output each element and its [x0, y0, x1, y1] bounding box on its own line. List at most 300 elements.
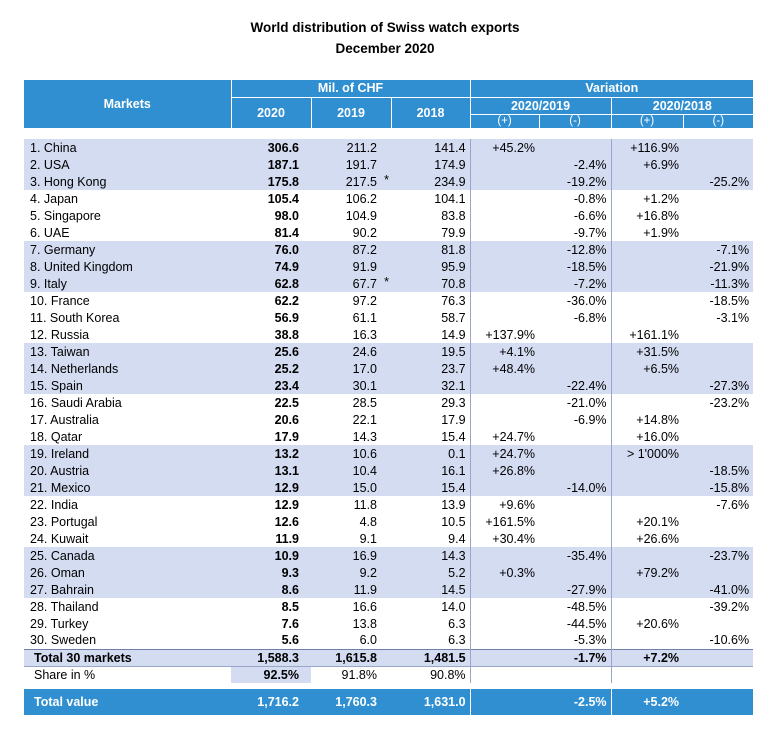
table-row	[24, 258, 753, 275]
market-name: 18. Qatar	[30, 429, 83, 444]
year-2020-header: 2020	[231, 97, 311, 128]
variation-plus-2018	[611, 462, 683, 479]
value-2019: 91.9	[311, 258, 391, 275]
value-2020: 105.4	[267, 191, 299, 206]
variation-plus-2019	[470, 258, 539, 275]
value-2020: 8.5	[281, 599, 299, 614]
total-30-m19: -1.7%	[539, 649, 611, 666]
variation-minus-2019	[539, 496, 611, 513]
value-2019: 16.9	[311, 547, 391, 564]
variation-minus-2018: -7.6%	[716, 497, 750, 512]
value-2019: 67.7 *	[311, 275, 391, 292]
period-2018-header: 2020/2018	[611, 97, 753, 114]
market-name: 19. Ireland	[24, 445, 231, 462]
market-name: 1. China	[24, 139, 231, 156]
variation-minus-2018	[683, 224, 753, 241]
variation-plus-2018: +6.9%	[611, 156, 683, 173]
variation-plus-2018: +1.9%	[611, 224, 683, 241]
value-2020: 20.6	[274, 412, 299, 427]
value-2018: 19.5	[391, 343, 470, 360]
value-2019: 9.2	[311, 564, 391, 581]
variation-minus-2018: -23.7%	[683, 547, 753, 564]
variation-minus-2018	[683, 411, 753, 428]
market-name: 10. France	[30, 293, 90, 308]
table-row	[24, 547, 753, 564]
value-2020: 23.4	[231, 377, 311, 394]
total-30-2020: 1,588.3	[231, 649, 311, 666]
variation-minus-2018: -3.1%	[716, 310, 750, 325]
variation-minus-2018	[683, 326, 753, 343]
value-2019: 16.6	[352, 599, 377, 614]
variation-minus-2019	[539, 564, 611, 581]
variation-minus-2019: -48.5%	[566, 599, 607, 614]
variation-plus-2018	[611, 241, 683, 258]
value-2020: 62.8	[231, 275, 311, 292]
value-2019: 90.2	[352, 225, 377, 240]
exports-table	[24, 80, 753, 715]
variation-minus-2019: -36.0%	[566, 293, 607, 308]
table-row	[24, 241, 753, 258]
variation-minus-2019	[539, 513, 611, 530]
variation-plus-2019	[470, 632, 539, 649]
value-2020: 11.9	[275, 531, 299, 546]
value-2019: 97.2	[352, 293, 377, 308]
variation-minus-2018: -11.3%	[683, 275, 753, 292]
table-row	[24, 462, 753, 479]
variation-minus-2019: -6.6%	[573, 208, 607, 223]
variation-minus-2018	[683, 343, 753, 360]
value-2018: 95.9	[391, 258, 470, 275]
market-name: 11. South Korea	[30, 310, 120, 325]
total-30-2019: 1,615.8	[311, 649, 391, 666]
variation-minus-2019	[539, 530, 611, 547]
total-value-p18: +5.2%	[611, 689, 683, 715]
variation-minus-2018: -25.2%	[683, 173, 753, 190]
variation-plus-2018	[611, 496, 683, 513]
variation-minus-2019	[539, 445, 611, 462]
year-2019-header: 2019	[311, 97, 391, 128]
variation-minus-2019: -44.5%	[566, 616, 607, 631]
variation-plus-2018: +6.5%	[611, 360, 683, 377]
variation-minus-2018: -10.6%	[709, 633, 750, 648]
value-2018: 29.3	[391, 394, 470, 411]
variation-minus-2019: -21.0%	[566, 395, 607, 410]
value-2018: 5.2	[391, 564, 470, 581]
value-2018: 32.1	[391, 377, 470, 394]
mil-chf-header: Mil. of CHF	[231, 80, 470, 97]
variation-plus-2019: +30.4%	[492, 531, 536, 546]
table-row	[24, 292, 753, 309]
variation-plus-2019	[470, 241, 539, 258]
variation-minus-2019: -35.4%	[539, 547, 611, 564]
total-30-m18	[683, 649, 753, 666]
value-2019: 9.1	[359, 531, 377, 546]
value-2020: 74.9	[231, 258, 311, 275]
total-value-m18	[683, 689, 753, 715]
value-2018: 14.9	[391, 326, 470, 343]
share-2018: 90.8%	[391, 666, 470, 683]
total-30-label: Total 30 markets	[24, 649, 231, 666]
plus-header-2018: (+)	[611, 114, 683, 128]
value-2019: 191.7	[311, 156, 391, 173]
variation-minus-2018	[683, 564, 753, 581]
variation-plus-2018: +16.0%	[611, 428, 683, 445]
variation-minus-2018	[683, 445, 753, 462]
value-2019: 217.5 *	[311, 173, 391, 190]
value-2018: 17.9	[391, 411, 470, 428]
variation-plus-2019	[470, 411, 539, 428]
value-2020: 76.0	[231, 241, 311, 258]
period-2019-header: 2020/2019	[470, 97, 611, 114]
value-2018: 16.1	[391, 462, 470, 479]
table-row	[24, 496, 753, 513]
variation-minus-2019: -27.9%	[539, 581, 611, 598]
value-2020: 187.1	[231, 156, 311, 173]
market-name: 5. Singapore	[30, 208, 101, 223]
variation-plus-2019: +9.6%	[499, 497, 536, 512]
variation-plus-2019	[470, 377, 539, 394]
market-name: 25. Canada	[24, 547, 231, 564]
table-row	[24, 564, 753, 581]
market-name: 16. Saudi Arabia	[30, 395, 122, 410]
variation-minus-2018: -23.2%	[709, 395, 750, 410]
variation-plus-2018: +26.6%	[611, 530, 683, 547]
year-2018-header: 2018	[391, 97, 470, 128]
total-value-2020: 1,716.2	[231, 689, 311, 715]
value-2019: 61.1	[352, 310, 377, 325]
variation-plus-2019	[470, 547, 539, 564]
market-name: 12. Russia	[30, 327, 90, 342]
table-row	[24, 632, 753, 649]
variation-minus-2018: -18.5%	[709, 293, 750, 308]
value-2020: 17.9	[274, 429, 299, 444]
value-2020: 12.6	[274, 514, 299, 529]
value-2018: 6.3	[391, 615, 470, 632]
value-2020: 12.9	[274, 497, 299, 512]
variation-plus-2018	[611, 581, 683, 598]
variation-plus-2018: +14.8%	[611, 411, 683, 428]
value-2020: 5.6	[281, 633, 299, 648]
market-name: 26. Oman	[24, 564, 231, 581]
table-row	[24, 411, 753, 428]
total-value-p19	[470, 689, 539, 715]
table-row	[24, 598, 753, 615]
value-2018: 58.7	[391, 309, 470, 326]
table-row	[24, 581, 753, 598]
variation-minus-2018: -21.9%	[683, 258, 753, 275]
market-name: 9. Italy	[24, 275, 231, 292]
value-2019: 87.2	[311, 241, 391, 258]
market-name: 17. Australia	[30, 412, 99, 427]
variation-minus-2018	[683, 530, 753, 547]
variation-minus-2019: -6.9%	[573, 412, 607, 427]
variation-plus-2019: +24.7%	[470, 445, 539, 462]
market-name: 8. United Kingdom	[24, 258, 231, 275]
variation-plus-2019: +26.8%	[470, 462, 539, 479]
variation-minus-2019: -14.0%	[539, 479, 611, 496]
value-2018: 141.4	[391, 139, 470, 156]
variation-minus-2019: -22.4%	[539, 377, 611, 394]
variation-plus-2019	[470, 224, 539, 241]
variation-plus-2019	[470, 156, 539, 173]
value-2018: 15.4	[391, 479, 470, 496]
variation-minus-2018	[683, 615, 753, 632]
variation-minus-2019	[539, 360, 611, 377]
value-2020: 62.2	[274, 293, 299, 308]
table-row	[24, 309, 753, 326]
table-row	[24, 207, 753, 224]
market-name: 4. Japan	[30, 191, 78, 206]
variation-plus-2018	[611, 377, 683, 394]
variation-plus-2019	[470, 275, 539, 292]
table-row	[24, 377, 753, 394]
value-2018: 13.9	[391, 496, 470, 513]
variation-plus-2019	[470, 309, 539, 326]
market-name: 20. Austria	[24, 462, 231, 479]
value-2019: 10.6	[311, 445, 391, 462]
table-row	[24, 190, 753, 207]
value-2020: 306.6	[231, 139, 311, 156]
variation-minus-2018: -27.3%	[683, 377, 753, 394]
value-2019: 28.5	[352, 395, 377, 410]
value-2019: 17.0	[311, 360, 391, 377]
variation-plus-2019: +0.3%	[470, 564, 539, 581]
table-row	[24, 479, 753, 496]
minus-header-2019: (-)	[539, 114, 611, 128]
variation-minus-2018	[683, 156, 753, 173]
variation-plus-2018	[611, 479, 683, 496]
variation-minus-2019: -0.8%	[573, 191, 607, 206]
variation-minus-2018	[683, 190, 753, 207]
variation-plus-2018	[611, 632, 683, 649]
variation-minus-2018	[683, 360, 753, 377]
report-title: World distribution of Swiss watch exports	[250, 20, 520, 35]
variation-plus-2019	[470, 598, 539, 615]
table-row	[24, 513, 753, 530]
report-subtitle: December 2020	[335, 41, 435, 56]
variation-plus-2018	[611, 547, 683, 564]
value-2020: 10.9	[231, 547, 311, 564]
variation-minus-2018	[683, 513, 753, 530]
variation-plus-2018: +16.8%	[611, 207, 683, 224]
value-2020: 12.9	[231, 479, 311, 496]
variation-plus-2018	[611, 394, 683, 411]
table-row	[24, 275, 753, 292]
variation-plus-2018: +1.2%	[611, 190, 683, 207]
variation-minus-2019	[539, 428, 611, 445]
table-row	[24, 343, 753, 360]
variation-minus-2018: -15.8%	[683, 479, 753, 496]
value-2019: 106.2	[345, 191, 377, 206]
revision-star: *	[384, 173, 389, 187]
value-2020: 22.5	[274, 395, 299, 410]
value-2018: 14.3	[391, 547, 470, 564]
total-value-2019: 1,760.3	[311, 689, 391, 715]
variation-minus-2019	[539, 462, 611, 479]
value-2018: 23.7	[391, 360, 470, 377]
value-2019: 211.2	[311, 139, 391, 156]
variation-plus-2018: +20.1%	[611, 513, 683, 530]
variation-plus-2018	[611, 309, 683, 326]
variation-plus-2018: > 1'000%	[611, 445, 683, 462]
value-2019: 11.9	[311, 581, 391, 598]
market-name: 2. USA	[24, 156, 231, 173]
table-row	[24, 139, 753, 156]
value-2018: 174.9	[391, 156, 470, 173]
table-row	[24, 394, 753, 411]
variation-minus-2019: -2.4%	[539, 156, 611, 173]
value-2020: 13.2	[231, 445, 311, 462]
market-name: 30. Sweden	[30, 633, 97, 648]
share-row	[24, 666, 753, 683]
market-name: 29. Turkey	[30, 616, 89, 631]
variation-plus-2018: +161.1%	[611, 326, 683, 343]
variation-plus-2019	[470, 581, 539, 598]
value-2019: 22.1	[352, 412, 377, 427]
variation-plus-2019	[470, 479, 539, 496]
market-name: 15. Spain	[24, 377, 231, 394]
value-2020: 25.2	[231, 360, 311, 377]
value-2020: 13.1	[231, 462, 311, 479]
plus-header-2019: (+)	[470, 114, 539, 128]
value-2020: 98.0	[274, 208, 299, 223]
table-row	[24, 530, 753, 547]
value-2019: 4.8	[359, 514, 377, 529]
value-2018: 79.9	[391, 224, 470, 241]
variation-plus-2018	[611, 292, 683, 309]
value-2018: 10.5	[391, 513, 470, 530]
table-row	[24, 615, 753, 632]
variation-plus-2019: +48.4%	[470, 360, 539, 377]
total-30-row	[24, 649, 753, 666]
market-name: 28. Thailand	[30, 599, 99, 614]
total-value-2018: 1,631.0	[391, 689, 470, 715]
total-30-2018: 1,481.5	[391, 649, 470, 666]
variation-plus-2018: +116.9%	[611, 139, 683, 156]
value-2018: 15.4	[391, 428, 470, 445]
variation-plus-2019: +24.7%	[492, 429, 536, 444]
value-2018: 104.1	[391, 190, 470, 207]
market-name: 6. UAE	[30, 225, 70, 240]
value-2020: 25.6	[231, 343, 311, 360]
variation-plus-2019: +161.5%	[485, 514, 536, 529]
market-name: 27. Bahrain	[24, 581, 231, 598]
value-2020: 7.6	[281, 616, 299, 631]
variation-minus-2019: -9.7%	[573, 225, 607, 240]
market-name: 7. Germany	[24, 241, 231, 258]
variation-plus-2018: +31.5%	[611, 343, 683, 360]
variation-minus-2019: -5.3%	[573, 633, 607, 648]
variation-minus-2019: -12.8%	[539, 241, 611, 258]
variation-plus-2019: +4.1%	[470, 343, 539, 360]
variation-minus-2019	[539, 326, 611, 343]
variation-plus-2019	[470, 615, 539, 632]
value-2019: 30.1	[311, 377, 391, 394]
total-value-label: Total value	[24, 689, 231, 715]
market-rows	[24, 139, 753, 649]
variation-minus-2019: -7.2%	[539, 275, 611, 292]
total-30-p18: +7.2%	[611, 649, 683, 666]
variation-plus-2019	[470, 207, 539, 224]
value-2019: 104.9	[345, 208, 377, 223]
share-2019: 91.8%	[311, 666, 391, 683]
revision-star: *	[384, 275, 389, 289]
value-2020: 175.8	[231, 173, 311, 190]
value-2018: 9.4	[391, 530, 470, 547]
variation-plus-2018	[611, 275, 683, 292]
variation-minus-2018: -7.1%	[683, 241, 753, 258]
market-name: 21. Mexico	[24, 479, 231, 496]
value-2019: 14.3	[352, 429, 377, 444]
share-2020: 92.5%	[231, 666, 311, 683]
total-30-p19	[470, 649, 539, 666]
total-value-m19: -2.5%	[539, 689, 611, 715]
markets-header: Markets	[24, 80, 231, 128]
value-2020: 38.8	[274, 327, 299, 342]
variation-minus-2018: -39.2%	[709, 599, 750, 614]
value-2018: 83.8	[391, 207, 470, 224]
variation-minus-2018: -18.5%	[683, 462, 753, 479]
value-2020: 81.4	[274, 225, 299, 240]
variation-minus-2019	[539, 139, 611, 156]
value-2020: 56.9	[274, 310, 299, 325]
value-2019: 15.0	[311, 479, 391, 496]
variation-plus-2019	[470, 292, 539, 309]
value-2018: 76.3	[391, 292, 470, 309]
variation-plus-2018: +20.6%	[611, 615, 683, 632]
market-name: 23. Portugal	[30, 514, 98, 529]
value-2019: 10.4	[311, 462, 391, 479]
variation-minus-2019: -18.5%	[539, 258, 611, 275]
variation-header: Variation	[470, 80, 753, 97]
variation-plus-2018	[611, 173, 683, 190]
value-2018: 14.0	[391, 598, 470, 615]
variation-plus-2018: +79.2%	[611, 564, 683, 581]
market-name: 3. Hong Kong	[24, 173, 231, 190]
value-2018: 0.1	[391, 445, 470, 462]
market-name: 24. Kuwait	[30, 531, 89, 546]
table-row	[24, 173, 753, 190]
value-2019: 13.8	[352, 616, 377, 631]
value-2018: 6.3	[391, 632, 470, 649]
variation-minus-2019: -6.8%	[573, 310, 607, 325]
market-name: 22. India	[30, 497, 78, 512]
table-row	[24, 445, 753, 462]
variation-plus-2019	[470, 190, 539, 207]
variation-minus-2018	[683, 207, 753, 224]
variation-plus-2018	[611, 598, 683, 615]
value-2020: 9.3	[231, 564, 311, 581]
variation-minus-2018: -41.0%	[683, 581, 753, 598]
value-2018: 81.8	[391, 241, 470, 258]
table-row	[24, 428, 753, 445]
variation-plus-2018	[611, 258, 683, 275]
value-2018: 70.8	[391, 275, 470, 292]
variation-minus-2019: -19.2%	[539, 173, 611, 190]
minus-header-2018: (-)	[683, 114, 753, 128]
value-2018: 14.5	[391, 581, 470, 598]
variation-plus-2019: +45.2%	[470, 139, 539, 156]
table-row	[24, 224, 753, 241]
variation-minus-2018	[683, 139, 753, 156]
value-2020: 8.6	[231, 581, 311, 598]
value-2019: 11.8	[353, 497, 377, 512]
variation-plus-2019: +137.9%	[485, 327, 536, 342]
market-name: 14. Netherlands	[24, 360, 231, 377]
variation-minus-2019	[539, 343, 611, 360]
value-2019: 6.0	[359, 633, 377, 648]
table-row	[24, 360, 753, 377]
